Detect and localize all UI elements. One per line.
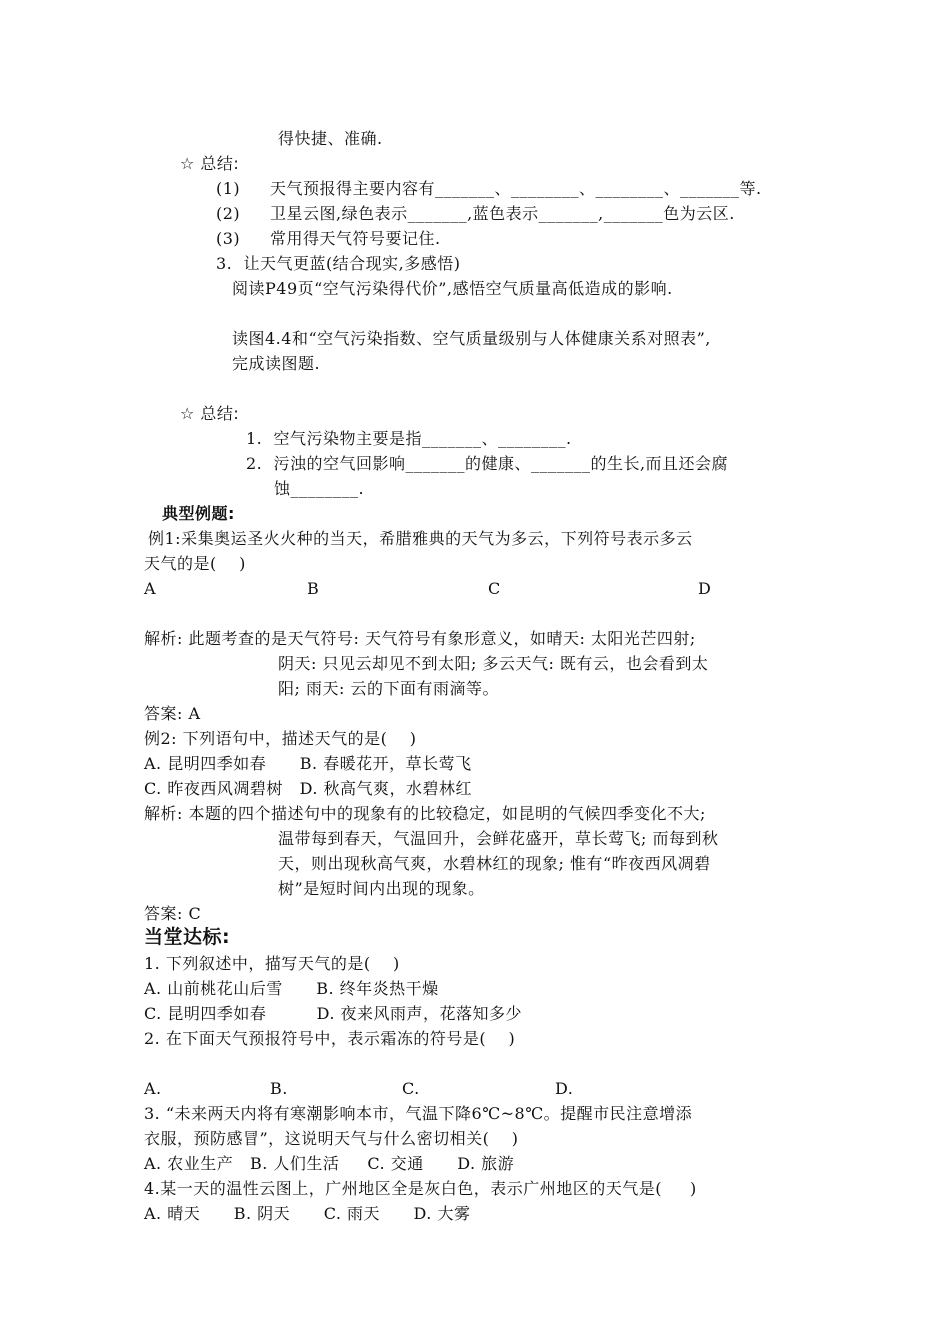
question-text: 2. 在下面天气预报符号中，表示霜冻的符号是( ) bbox=[144, 1029, 516, 1048]
option-line: A. 昆明四季如春 B. 春暖花开，草长莺飞 bbox=[144, 754, 472, 773]
analysis-text: 温带每到春天，气温回升，会鲜花盛开，草长莺飞; 而每到秋 bbox=[278, 829, 719, 848]
section-heading: 3. 让天气更蓝(结合现实,多感悟) bbox=[216, 254, 461, 273]
summary-heading: ☆ 总结: bbox=[180, 404, 240, 423]
analysis-text: 天，则出现秋高气爽，水碧林红的现象; 惟有“昨夜西风凋碧 bbox=[278, 854, 711, 873]
option-line: A. 农业生产 B. 人们生活 C. 交通 D. 旅游 bbox=[144, 1154, 515, 1173]
answer-text: 答案: C bbox=[144, 904, 202, 923]
analysis-text: 树”是短时间内出现的现象。 bbox=[278, 879, 485, 898]
section-heading: 当堂达标: bbox=[144, 926, 231, 948]
text-line: 读图4.4和“空气污染指数、空气质量级别与人体健康关系对照表”, bbox=[232, 329, 711, 348]
analysis-text: 解析: 此题考查的是天气符号: 天气符号有象形意义，如晴天: 太阳光芒四射; bbox=[144, 629, 696, 648]
list-number: (1) bbox=[216, 179, 241, 198]
option-label: C. bbox=[402, 1079, 420, 1098]
question-text: 1. 下列叙述中，描写天气的是( ) bbox=[144, 954, 400, 973]
text-line: 阅读P49页“空气污染得代价”,感悟空气质量高低造成的影响. bbox=[232, 279, 673, 298]
option-line: A. 晴天 B. 阴天 C. 雨天 D. 大雾 bbox=[144, 1204, 471, 1223]
option-label: A bbox=[144, 579, 157, 598]
text-line: 得快捷、准确. bbox=[278, 129, 383, 148]
option-label: C bbox=[488, 579, 501, 598]
fill-blank-line: 2. 污浊的空气回影响_______的健康、_______的生长,而且还会腐 bbox=[246, 454, 729, 473]
option-line: A. 山前桃花山后雪 B. 终年炎热干燥 bbox=[144, 979, 439, 998]
fill-blank-line: 卫星云图,绿色表示_______,蓝色表示_______,_______色为云区. bbox=[270, 204, 735, 223]
text-line: 完成读图题. bbox=[232, 354, 321, 373]
question-text: 衣服，预防感冒”，这说明天气与什么密切相关( ) bbox=[144, 1129, 519, 1148]
option-label: B bbox=[307, 579, 320, 598]
analysis-text: 解析: 本题的四个描述句中的现象有的比较稳定，如昆明的气候四季变化不大; bbox=[144, 804, 706, 823]
option-line: C. 昨夜西风凋碧树 D. 秋高气爽，水碧林红 bbox=[144, 779, 473, 798]
text-line: 常用得天气符号要记住. bbox=[270, 229, 441, 248]
question-text: 3. “未来两天内将有寒潮影响本市，气温下降6℃~8℃。提醒市民注意增添 bbox=[144, 1104, 693, 1123]
option-label: D bbox=[698, 579, 712, 598]
summary-heading: ☆ 总结: bbox=[180, 154, 240, 173]
option-label: B. bbox=[270, 1079, 288, 1098]
fill-blank-line: 天气预报得主要内容有_______、________、________、_______等. bbox=[270, 179, 762, 198]
question-text: 天气的是( ) bbox=[144, 554, 246, 573]
option-label: D. bbox=[555, 1079, 574, 1098]
fill-blank-line: 1. 空气污染物主要是指_______、________. bbox=[246, 429, 572, 448]
question-text: 4.某一天的温性云图上，广州地区全是灰白色，表示广州地区的天气是( ) bbox=[144, 1179, 697, 1198]
option-line: C. 昆明四季如春 D. 夜来风雨声，花落知多少 bbox=[144, 1004, 523, 1023]
list-number: (3) bbox=[216, 229, 241, 248]
list-number: (2) bbox=[216, 204, 241, 223]
answer-text: 答案: A bbox=[144, 704, 201, 723]
option-label: A. bbox=[144, 1079, 162, 1098]
question-text: 例2: 下列语句中，描述天气的是( ) bbox=[144, 729, 417, 748]
section-heading: 典型例题: bbox=[162, 504, 235, 523]
fill-blank-line: 蚀________. bbox=[274, 479, 365, 498]
analysis-text: 阴天: 只见云却见不到太阳; 多云天气: 既有云，也会看到太 bbox=[278, 654, 709, 673]
question-text: 例1:采集奥运圣火火种的当天，希腊雅典的天气为多云，下列符号表示多云 bbox=[148, 529, 693, 548]
analysis-text: 阳; 雨天: 云的下面有雨滴等。 bbox=[278, 679, 499, 698]
